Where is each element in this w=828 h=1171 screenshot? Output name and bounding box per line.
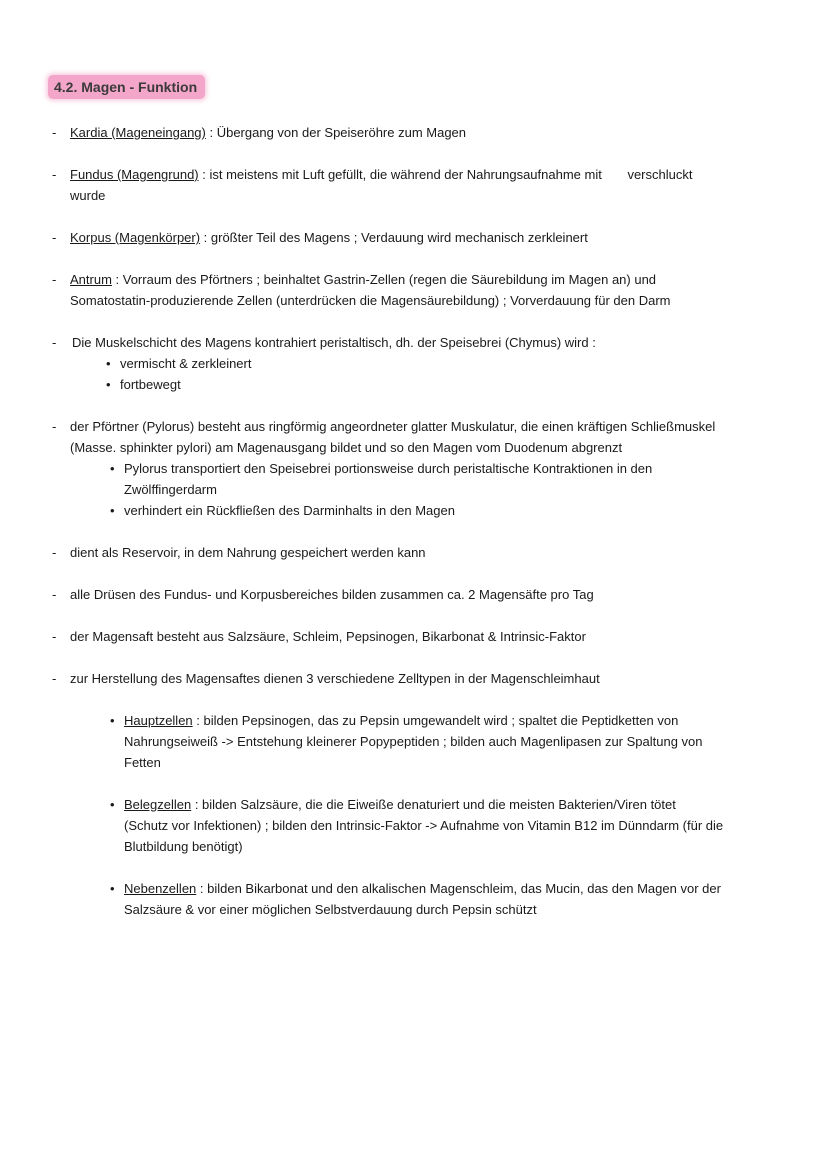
- antrum-line2: Somatostatin-produzierende Zellen (unterdrücken die Magensäurebildung) ; Vorverdauung für den Darm: [70, 293, 671, 308]
- dash-bullet: -: [52, 335, 57, 350]
- term-belegzellen: Belegzellen: [124, 797, 192, 812]
- nebenzellen-line1: : bilden Bikarbonat und den alkalischen Magenschleim, das Mucin, das den Magen vor der: [196, 881, 721, 896]
- dash-bullet: -: [52, 587, 57, 602]
- term-antrum: Antrum: [70, 272, 112, 287]
- bullet-text: fortbewegt: [120, 377, 181, 392]
- nebenzellen-line2: Salzsäure & vor einer möglichen Selbstverdauung durch Pepsin schützt: [124, 902, 537, 917]
- list-item-korpus: [52, 227, 782, 248]
- list-item-fundus: [52, 164, 782, 206]
- term-korpus: Korpus (Magenkörper): [70, 230, 201, 245]
- korpus-description: : größter Teil des Magens ; Verdauung wird mechanisch zerkleinert: [200, 230, 588, 245]
- bullet-dot: •: [106, 377, 111, 392]
- cell-type-nebenzellen: [110, 878, 790, 920]
- bullet-dot: •: [110, 881, 115, 896]
- bullet-item: [110, 500, 792, 521]
- list-item-pfoertner: [52, 416, 792, 521]
- section-heading: 4.2. Magen - Funktion: [48, 75, 205, 99]
- bullet-dot: •: [110, 503, 115, 518]
- pfoertner-line1: der Pförtner (Pylorus) besteht aus ringförmig angeordneter glatter Muskulatur, die einen kräftigen Schließmuskel: [70, 419, 716, 434]
- bullet-continuation: Zwölffingerdarm: [124, 482, 217, 497]
- term-fundus: Fundus (Magengrund): [70, 167, 199, 182]
- fundus-description: : ist meistens mit Luft gefüllt, die während der Nahrungsaufnahme mit: [198, 167, 606, 182]
- dash-bullet: -: [52, 545, 57, 560]
- dash-bullet: -: [52, 629, 57, 644]
- list-item-muskelschicht: [52, 332, 782, 395]
- fundus-line2: wurde: [70, 188, 106, 203]
- fundus-description-end: verschluckt: [627, 167, 693, 182]
- kardia-description: : Übergang von der Speiseröhre zum Magen: [205, 125, 467, 140]
- hauptzellen-line3: Fetten: [124, 755, 161, 770]
- term-hauptzellen: Hauptzellen: [124, 713, 193, 728]
- belegzellen-line2: (Schutz vor Infektionen) ; bilden den Intrinsic-Faktor -> Aufnahme von Vitamin B12 im Dünndarm (für die: [124, 818, 724, 833]
- bullet-dot: •: [110, 713, 115, 728]
- cell-type-hauptzellen: [110, 710, 790, 773]
- list-item-kardia: [52, 122, 782, 143]
- dash-bullet: -: [52, 419, 57, 434]
- zelltypen-text: zur Herstellung des Magensaftes dienen 3 verschiedene Zelltypen in der Magenschleimhaut: [70, 671, 600, 686]
- magensaft-text: der Magensaft besteht aus Salzsäure, Schleim, Pepsinogen, Bikarbonat & Intrinsic-Faktor: [70, 629, 586, 644]
- antrum-description: : Vorraum des Pförtners ; beinhaltet Gastrin-Zellen (regen die Säurebildung im Magen an) und: [111, 272, 657, 287]
- bullet-dot: •: [110, 461, 115, 476]
- dash-bullet: -: [52, 272, 57, 287]
- druesen-text: alle Drüsen des Fundus- und Korpusbereiches bilden zusammen ca. 2 Magensäfte pro Tag: [70, 587, 594, 602]
- term-nebenzellen: Nebenzellen: [124, 881, 197, 896]
- cell-type-belegzellen: [110, 794, 800, 857]
- reservoir-text: dient als Reservoir, in dem Nahrung gespeichert werden kann: [70, 545, 426, 560]
- belegzellen-line1: : bilden Salzsäure, die die Eiweiße denaturiert und die meisten Bakterien/Viren tötet: [191, 797, 676, 812]
- bullet-item: [106, 353, 782, 374]
- dash-bullet: -: [52, 167, 57, 182]
- dash-bullet: -: [52, 125, 57, 140]
- list-item-antrum: [52, 269, 782, 311]
- list-item-druesen: [52, 584, 782, 605]
- hauptzellen-line2: Nahrungseiweiß -> Entstehung kleinerer Popypeptiden ; bilden auch Magenlipasen zur Spaltung von: [124, 734, 703, 749]
- term-kardia: Kardia (Mageneingang): [70, 125, 206, 140]
- dash-bullet: -: [52, 671, 57, 686]
- list-item-magensaft: [52, 626, 782, 647]
- dash-bullet: -: [52, 230, 57, 245]
- list-item-reservoir: [52, 542, 782, 563]
- list-item-zelltypen: [52, 668, 782, 689]
- bullet-dot: •: [110, 797, 115, 812]
- bullet-text: Pylorus transportiert den Speisebrei portionsweise durch peristaltische Kontraktionen in den: [124, 461, 653, 476]
- pfoertner-line2: (Masse. sphinkter pylori) am Magenausgang bildet und so den Magen vom Duodenum abgrenzt: [70, 440, 623, 455]
- belegzellen-line3: Blutbildung benötigt): [124, 839, 243, 854]
- hauptzellen-line1: : bilden Pepsinogen, das zu Pepsin umgewandelt wird ; spaltet die Peptidketten von: [192, 713, 679, 728]
- muskel-text: Die Muskelschicht des Magens kontrahiert peristaltisch, dh. der Speisebrei (Chymus) wird :: [72, 335, 596, 350]
- bullet-text: vermischt & zerkleinert: [120, 356, 252, 371]
- bullet-dot: •: [106, 356, 111, 371]
- bullet-item: [110, 458, 792, 479]
- bullet-item: [106, 374, 782, 395]
- bullet-text: verhindert ein Rückfließen des Darminhalts in den Magen: [124, 503, 455, 518]
